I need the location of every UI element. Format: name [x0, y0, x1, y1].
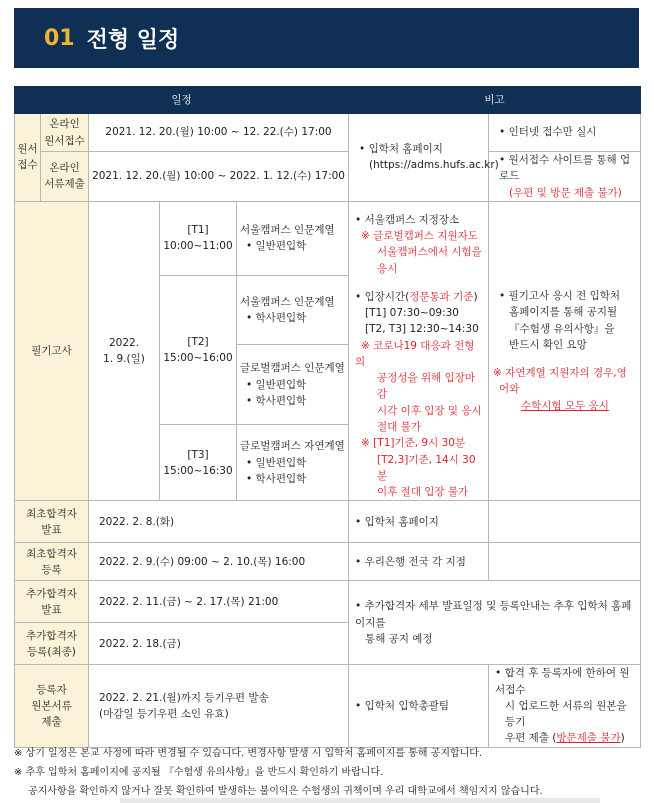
header-schedule: 일정	[15, 87, 349, 114]
application-label: 원서 접수	[15, 114, 41, 202]
footnote-1: ※ 상기 일정은 본교 사정에 따라 변경될 수 있습니다. 변경사항 발생 시 입학처 홈페이지를 통해 공지합니다.	[14, 748, 483, 759]
original-docs-remark: • 입학처 입학총괄팀	[349, 665, 489, 747]
header-remarks: 비고	[349, 87, 641, 114]
final-announce-remark: • 입학처 홈페이지	[349, 501, 489, 543]
final-register-remark: • 우리은행 전국 각 지점	[349, 543, 489, 581]
t2-global-campus: 글로벌캠퍼스 인문계열 • 일반편입학 • 학사편입학	[237, 345, 349, 425]
table-row	[15, 152, 641, 202]
empty-cell	[489, 543, 641, 581]
section-title-bar	[14, 8, 639, 68]
final-register-date: 2022. 2. 9.(수) 09:00 ~ 2. 10.(목) 16:00	[89, 543, 349, 581]
exam-notice-remark: • 필기고사 응시 전 입학처 홈페이지를 통해 공지될 『수험생 유의사항』을 반드시 확인 요망 ※ 자연계열 지원자의 경우,영어와 수학시험 모두 응시	[489, 201, 641, 501]
exam-date: 2022. 1. 9.(일)	[89, 201, 160, 501]
online-only-remark: • 인터넷 접수만 실시	[489, 114, 641, 152]
footnotes	[14, 744, 644, 801]
original-docs-remark-detail: • 합격 후 등록자에 한하여 원서접수 시 업로드한 서류의 원본을 등기 우편 제출 (방문제출 불가)	[489, 665, 641, 747]
add-announce-label: 추가합격자 발표	[15, 581, 89, 623]
table-row	[15, 665, 641, 747]
table-row	[15, 201, 641, 275]
footnote-3: 공지사항을 확인하지 않거나 잘못 확인하여 발생하는 불이익은 수험생의 귀책이며 우리 대학교에서 책임지지 않습니다.	[28, 786, 543, 797]
online-application-label: 온라인 원서접수	[41, 114, 89, 152]
application-remark: • 입학처 홈페이지 (https://adms.hufs.ac.kr)	[349, 114, 489, 202]
table-row	[15, 581, 641, 623]
table-row	[15, 501, 641, 543]
final-announce-label: 최초합격자 발표	[15, 501, 89, 543]
table-row	[15, 543, 641, 581]
online-documents-label: 온라인 서류제출	[41, 152, 89, 202]
add-remark: • 추가합격자 세부 발표일정 및 등록안내는 추후 입학처 홈페이지를 통해 공지 예정	[349, 581, 641, 665]
t2-seoul-campus: 서울캠퍼스 인문계열 • 학사편입학	[237, 275, 349, 345]
schedule-table	[14, 86, 641, 748]
add-register-label: 추가합격자 등록(최종)	[15, 623, 89, 665]
add-announce-date: 2022. 2. 11.(금) ~ 2. 17.(목) 21:00	[89, 581, 349, 623]
table-header	[15, 87, 641, 114]
empty-cell	[489, 501, 641, 543]
final-announce-date: 2022. 2. 8.(화)	[89, 501, 349, 543]
t1-campus: 서울캠퍼스 인문계열 • 일반편입학	[237, 201, 349, 275]
original-docs-label: 등록자 원본서류 제출	[15, 665, 89, 747]
section-number: 01	[44, 25, 75, 51]
online-documents-date: 2021. 12. 20.(월) 10:00 ~ 2022. 1. 12.(수) 17:00	[89, 152, 349, 202]
t3-slot: [T3] 15:00~16:30	[160, 425, 237, 501]
section-title: 전형 일정	[86, 27, 180, 53]
add-register-date: 2022. 2. 18.(금)	[89, 623, 349, 665]
bottom-shade	[120, 798, 600, 803]
online-application-date: 2021. 12. 20.(월) 10:00 ~ 12. 22.(수) 17:00	[89, 114, 349, 152]
original-docs-date: 2022. 2. 21.(월)까지 등기우편 발송 (마감일 등기우편 소인 유효)	[89, 665, 349, 747]
final-register-label: 최초합격자 등록	[15, 543, 89, 581]
t2-slot: [T2] 15:00~16:00	[160, 275, 237, 425]
exam-location-remark: • 서울캠퍼스 지정장소 ※ 글로벌캠퍼스 지원자도 서울캠퍼스에서 시험을 응시 • 입장시간(정문통과 기준) [T1] 07:30~09:30 [T2, T3] 12:30~14:30 ※ 코로나19 대응과 전형의 공정성을 위해 입장마감 시각 이후 입장 및 응시 절대 불가 ※ [T1]기준, 9시 30분 [T2,3]기준, 14시 30분 이후 절대 입장 불가	[349, 201, 489, 501]
t3-global-campus: 글로벌캠퍼스 자연계열 • 일반편입학 • 학사편입학	[237, 425, 349, 501]
table-row	[15, 114, 641, 152]
footnote-2: ※ 추후 입학처 홈페이지에 공지될 『수험생 유의사항』을 반드시 확인하기 바랍니다.	[14, 767, 384, 778]
exam-label: 필기고사	[15, 201, 89, 501]
t1-slot: [T1] 10:00~11:00	[160, 201, 237, 275]
documents-upload-remark: • 원서접수 사이트를 통해 업로드 (우편 및 방문 제출 불가)	[489, 152, 641, 202]
